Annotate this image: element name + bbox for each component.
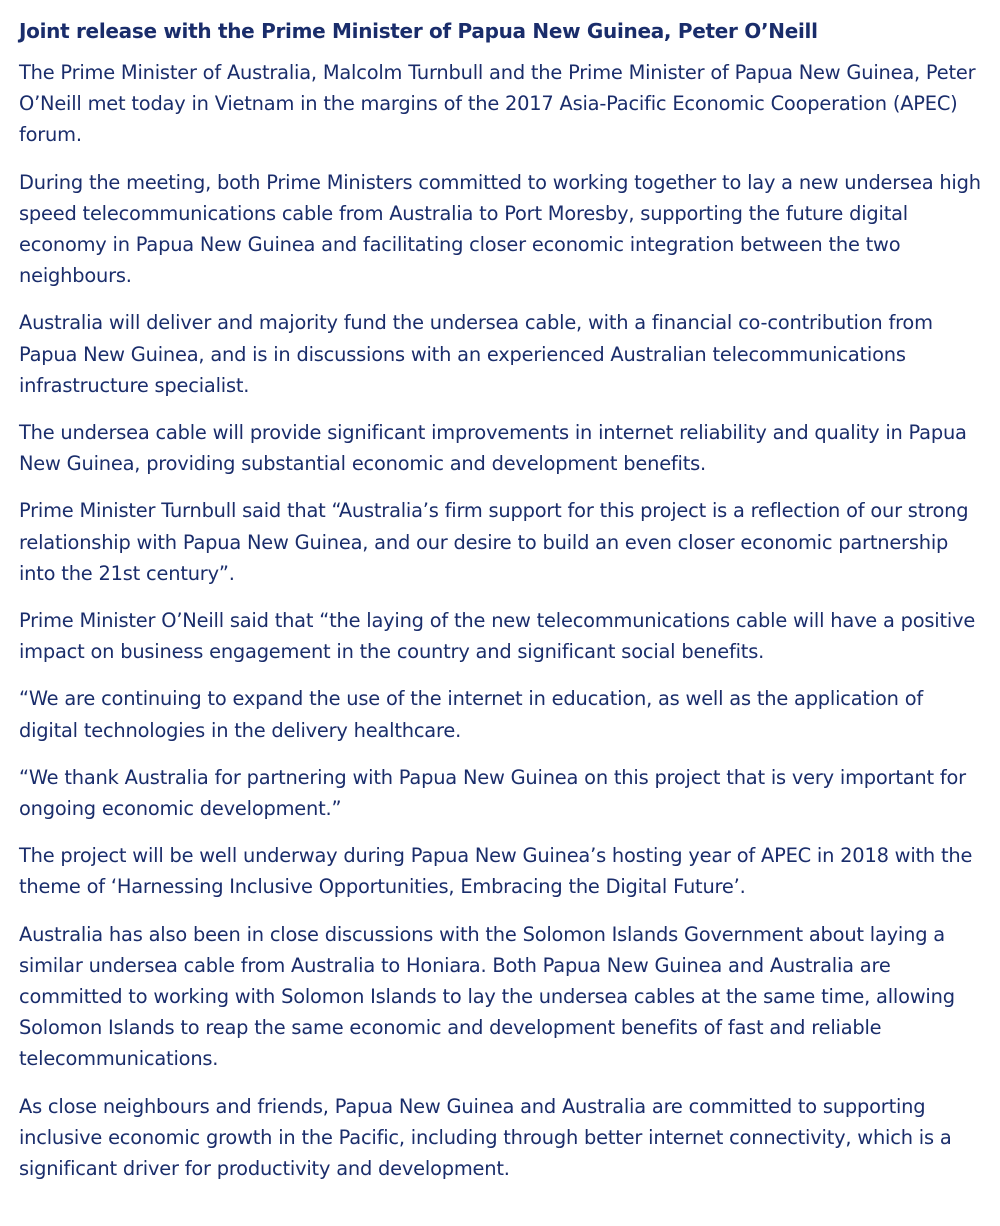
paragraph-benefits: The undersea cable will provide significant improvements in internet reliability and quality in Papua New Guinea, providing substantial economic and development benefits. <box>19 421 967 476</box>
paragraph-turnbull-quote: Prime Minister Turnbull said that “Australia’s firm support for this project is a reflection of our strong relationship with Papua New Guinea, and our desire to build an even closer economic partnership into the 21st century”. <box>19 499 969 585</box>
article-heading: Joint release with the Prime Minister of Papua New Guinea, Peter O’Neill <box>19 19 818 43</box>
paragraph-meeting-intro: The Prime Minister of Australia, Malcolm Turnbull and the Prime Minister of Papua New Guinea, Peter O’Neill met today in Vietnam in the margins of the 2017 Asia-Pacific Economic Cooperation (APEC) forum. <box>19 61 976 147</box>
paragraph-closing: As close neighbours and friends, Papua New Guinea and Australia are committed to supporting inclusive economic growth in the Pacific, including through better internet connectivity, which is a significant driver for productivity and development. <box>19 1094 952 1181</box>
media-release-article <box>19 17 981 1200</box>
paragraph-cable-commitment: During the meeting, both Prime Ministers committed to working together to lay a new undersea high speed telecommunications cable from Australia to Port Moresby, supporting the future digital economy in Papua New Guinea and facilitating closer economic integration between the two neighbours. <box>19 170 981 288</box>
paragraph-solomon-islands: Australia has also been in close discussions with the Solomon Islands Government about laying a similar undersea cable from Australia to Honiara. Both Papua New Guinea and Australia are committed to working with Solomon Islands to lay the undersea cables at the same time, allowing Solomon Islands to reap the same economic and development benefits of fast and reliable telecommunications. <box>19 922 955 1071</box>
paragraph-funding: Australia will deliver and majority fund the undersea cable, with a financial co-contribution from Papua New Guinea, and is in discussions with an experienced Australian telecommunications infrastructure specialist. <box>19 311 933 397</box>
paragraph-thanks-quote: “We thank Australia for partnering with Papua New Guinea on this project that is very important for ongoing economic development.” <box>19 765 966 821</box>
paragraph-internet-education-quote: “We are continuing to expand the use of the internet in education, as well as the application of digital technologies in the delivery healthcare. <box>19 687 924 742</box>
paragraph-oneill-quote: Prime Minister O’Neill said that “the laying of the new telecommunications cable will have a positive impact on business engagement in the country and significant social benefits. <box>19 609 976 664</box>
paragraph-apec-2018: The project will be well underway during Papua New Guinea’s hosting year of APEC in 2018 with the theme of ‘Harnessing Inclusive Opportunities, Embracing the Digital Future’. <box>19 844 973 899</box>
